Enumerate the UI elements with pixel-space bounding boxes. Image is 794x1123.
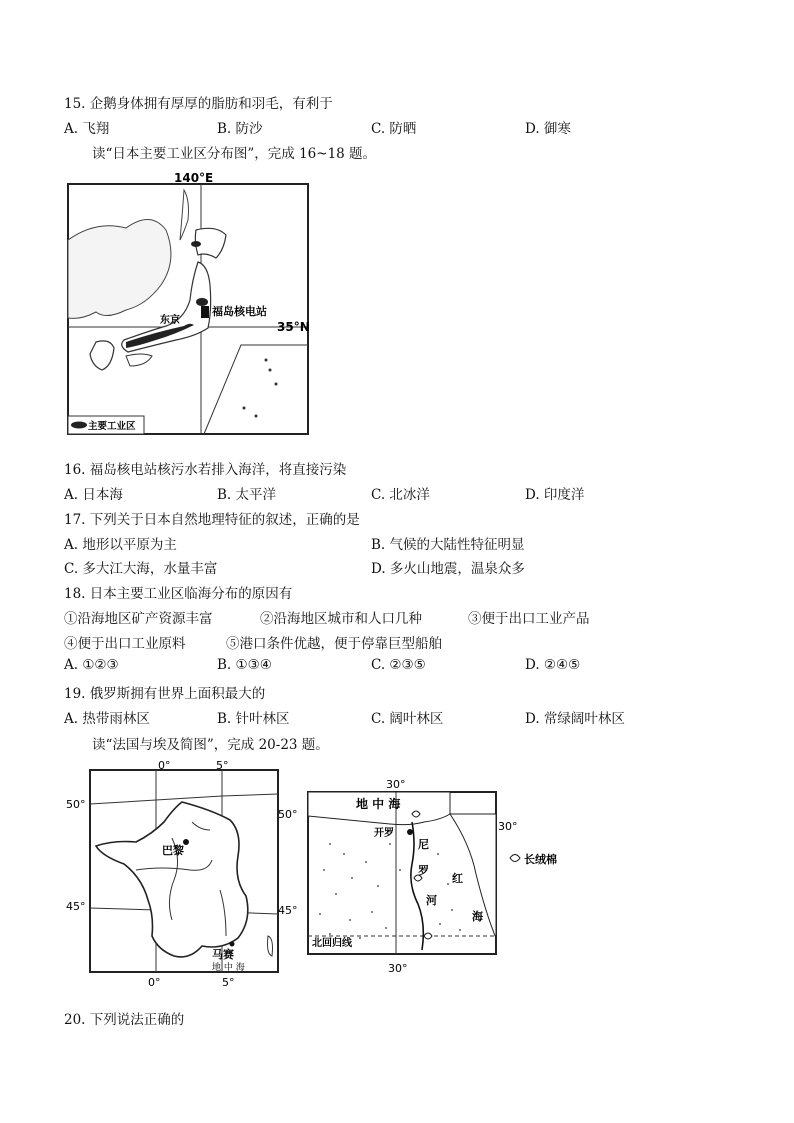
intro-16-18: 读“日本主要工业区分布图”，完成 16~18 题。	[92, 146, 377, 162]
q16-option-d[interactable]: D. 印度洋	[525, 487, 585, 503]
egypt-legend-label: 长绒棉	[524, 853, 557, 866]
egypt-map	[300, 774, 580, 980]
q16-option-c[interactable]: C. 北冰洋	[371, 487, 430, 503]
q18-item-5: ⑤港口条件优越，便于停靠巨型船舶	[226, 636, 442, 652]
q17-stem: 17. 下列关于日本自然地理特征的叙述，正确的是	[64, 512, 360, 528]
q20-stem: 20. 下列说法正确的	[64, 1012, 185, 1028]
red-sea-char-2: 海	[472, 910, 483, 923]
city-tokyo-label: 东京	[160, 315, 180, 326]
france-lat50-left: 50°	[66, 798, 86, 811]
france-lat50-right: 50°	[278, 808, 298, 821]
france-lat45-left: 45°	[66, 900, 86, 913]
q18-item-4: ④便于出口工业原料	[64, 636, 186, 652]
q18-stem: 18. 日本主要工业区临海分布的原因有	[64, 586, 293, 602]
q19-option-c[interactable]: C. 阔叶林区	[371, 711, 444, 727]
cairo-marker	[407, 829, 413, 835]
q19-option-d[interactable]: D. 常绿阔叶林区	[525, 711, 625, 727]
france-sea-label: 地 中 海	[212, 963, 245, 973]
marseille-marker	[230, 942, 235, 947]
q19-option-b[interactable]: B. 针叶林区	[217, 711, 290, 727]
q15-stem: 15. 企鹅身体拥有厚厚的脂肪和羽毛，有利于	[64, 96, 333, 112]
q18-option-c[interactable]: C. ②③⑤	[371, 657, 426, 673]
q17-option-d[interactable]: D. 多火山地震，温泉众多	[371, 561, 525, 577]
red-sea-char-1: 红	[452, 872, 463, 885]
q17-option-a[interactable]: A. 地形以平原为主	[64, 537, 177, 553]
japan-industrial-map	[66, 170, 312, 438]
q15-option-c[interactable]: C. 防晒	[371, 121, 417, 137]
q16-option-a[interactable]: A. 日本海	[64, 487, 123, 503]
q16-stem: 16. 福岛核电站核污水若排入海洋，将直接污染	[64, 462, 347, 478]
nile-char-2: 罗	[418, 864, 429, 877]
q19-option-a[interactable]: A. 热带雨林区	[64, 711, 150, 727]
nile-char-1: 尼	[418, 838, 429, 851]
france-lon0-top: 0°	[158, 759, 171, 772]
q19-stem: 19. 俄罗斯拥有世界上面积最大的	[64, 686, 266, 702]
q18-item-3: ③便于出口工业产品	[468, 611, 590, 627]
fukushima-marker	[201, 306, 209, 318]
cotton-legend-icon	[510, 855, 520, 862]
japan-lon-label: 140°E	[174, 171, 214, 185]
q15-option-d[interactable]: D. 御寒	[525, 121, 571, 137]
q18-option-d[interactable]: D. ②④⑤	[525, 657, 581, 673]
q18-option-b[interactable]: B. ①③④	[217, 657, 272, 673]
q15-option-a[interactable]: A. 飞翔	[64, 121, 110, 137]
japan-lat-label: 35°N	[277, 320, 310, 334]
france-map	[62, 759, 298, 992]
q17-option-c[interactable]: C. 多大江大海，水量丰富	[64, 561, 218, 577]
intro-20-23: 读“法国与埃及简图”，完成 20-23 题。	[92, 737, 329, 753]
nile-char-3: 河	[426, 894, 437, 907]
france-lon5-bottom: 5°	[222, 976, 235, 989]
france-lon5-top: 5°	[216, 759, 229, 772]
q18-option-a[interactable]: A. ①②③	[64, 657, 119, 673]
france-lon0-bottom: 0°	[148, 976, 161, 989]
q18-item-1: ①沿海地区矿产资源丰富	[64, 611, 213, 627]
city-cairo-label: 开罗	[374, 828, 394, 839]
city-marseille-label: 马赛	[212, 948, 234, 961]
egypt-lon30-top: 30°	[386, 778, 406, 791]
fukushima-label: 福岛核电站	[212, 305, 267, 318]
q18-item-2: ②沿海地区城市和人口几种	[260, 611, 422, 627]
egypt-lat30-right: 30°	[498, 820, 518, 833]
egypt-sea-label: 地 中 海	[356, 797, 401, 811]
egypt-lon30-bottom: 30°	[388, 962, 408, 975]
tropic-label: 北回归线	[312, 938, 352, 949]
q17-option-b[interactable]: B. 气候的大陆性特征明显	[371, 537, 525, 553]
q15-option-b[interactable]: B. 防沙	[217, 121, 263, 137]
city-paris-label: 巴黎	[162, 844, 184, 857]
q16-option-b[interactable]: B. 太平洋	[217, 487, 277, 503]
japan-legend-label: 主要工业区	[88, 421, 136, 432]
france-lat45-right: 45°	[278, 904, 298, 917]
